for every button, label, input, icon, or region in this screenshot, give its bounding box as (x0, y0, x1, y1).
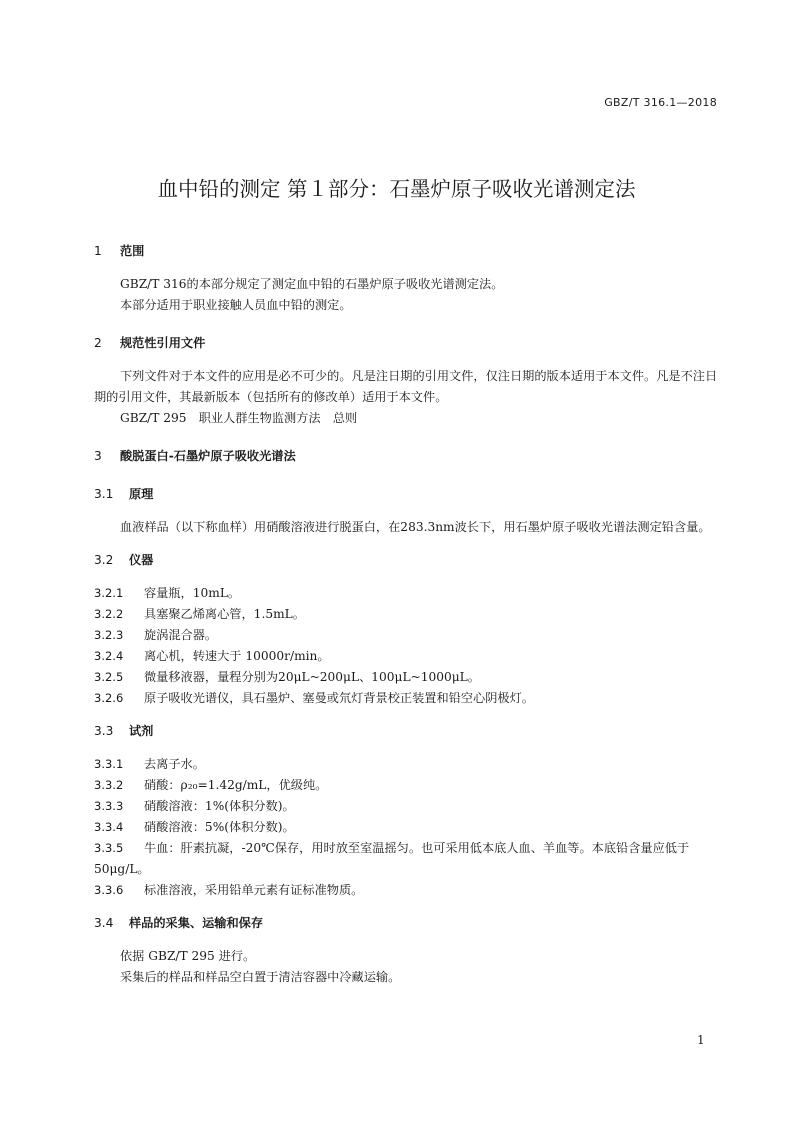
item-text: 牛血：肝素抗凝，-20℃保存，用时放至室温摇匀。也可采用低本底人血、羊血等。本底铅含量应低于 50μg/L。 (94, 841, 690, 876)
section-title: 原理 (129, 487, 154, 501)
references-paragraph: 下列文件对于本文件的应用是必不可少的。凡是注日期的引用文件，仅注日期的版本适用于本文件。凡是不注日期的引用文件，其最新版本（包括所有的修改单）适用于本文件。 (94, 369, 718, 404)
section-title: 酸脱蛋白-石墨炉原子吸收光谱法 (120, 449, 296, 463)
item-text: 旋涡混合器。 (144, 628, 218, 642)
section-title: 规范性引用文件 (120, 336, 206, 350)
list-item (94, 880, 722, 901)
section-number: 3 (94, 449, 102, 463)
scope-paragraph-1: GBZ/T 316的本部分规定了测定血中铅的石墨炉原子吸收光谱测定法。 (120, 277, 504, 291)
item-number: 3.3.2 (94, 778, 124, 792)
item-text: 硝酸溶液：1%(体积分数)。 (144, 799, 295, 813)
item-text: 硝酸溶液：5%(体积分数)。 (144, 820, 295, 834)
page-number: 1 (697, 1033, 705, 1047)
list-item (94, 775, 722, 796)
section-number: 3.3 (94, 724, 114, 738)
section-title: 试剂 (129, 724, 154, 738)
section-title: 范围 (120, 244, 145, 258)
section-3-1-heading (94, 484, 722, 505)
list-item (94, 583, 722, 604)
item-text: 原子吸收光谱仪，具石墨炉、塞曼或氘灯背景校正装置和铅空心阴极灯。 (144, 691, 534, 705)
section-2-heading (94, 333, 722, 354)
list-item (94, 754, 722, 775)
item-number: 3.3.6 (94, 883, 124, 897)
list-item (94, 817, 722, 838)
item-number: 3.2.2 (94, 607, 124, 621)
section-title: 样品的采集、运输和保存 (129, 916, 264, 930)
item-number: 3.3.1 (94, 757, 124, 771)
list-item (94, 688, 722, 709)
scope-paragraph-2: 本部分适用于职业接触人员血中铅的测定。 (120, 298, 352, 312)
item-text: 容量瓶，10mL。 (144, 586, 241, 600)
list-item (94, 796, 722, 817)
item-text: 硝酸：ρ₂₀=1.42g/mL，优级纯。 (144, 778, 328, 792)
section-3-heading (94, 446, 722, 467)
item-number: 3.2.4 (94, 649, 124, 663)
item-number: 3.2.6 (94, 691, 124, 705)
list-item (94, 667, 722, 688)
principle-paragraph: 血液样品（以下称血样）用硝酸溶液进行脱蛋白，在283.3nm波长下，用石墨炉原子吸收光谱法测定铅含量。 (120, 520, 711, 534)
section-title: 仪器 (129, 553, 154, 567)
item-number: 3.2.1 (94, 586, 124, 600)
section-1-heading (94, 241, 722, 262)
list-item (94, 604, 722, 625)
item-text: 标准溶液，采用铅单元素有证标准物质。 (144, 883, 364, 897)
list-item (94, 625, 722, 646)
section-3-2-heading (94, 550, 722, 571)
sampling-paragraph-2: 采集后的样品和样品空白置于清洁容器中冷藏运输。 (120, 970, 401, 984)
section-number: 3.4 (94, 916, 114, 930)
item-text: 具塞聚乙烯离心管，1.5mL。 (144, 607, 305, 621)
document-title: 血中铅的测定 第１部分：石墨炉原子吸收光谱测定法 (157, 177, 636, 201)
sampling-paragraph-1: 依据 GBZ/T 295 进行。 (120, 949, 256, 963)
item-number: 3.3.5 (94, 841, 124, 855)
item-number: 3.2.5 (94, 670, 124, 684)
document-body (94, 241, 722, 988)
section-3-3-heading (94, 721, 722, 742)
list-item (94, 646, 722, 667)
item-number: 3.3.4 (94, 820, 124, 834)
section-number: 3.2 (94, 553, 114, 567)
section-3-4-heading (94, 913, 722, 934)
section-number: 1 (94, 244, 102, 258)
section-number: 3.1 (94, 487, 114, 501)
item-number: 3.2.3 (94, 628, 124, 642)
list-item (94, 838, 722, 880)
item-number: 3.3.3 (94, 799, 124, 813)
item-text: 去离子水。 (144, 757, 205, 771)
item-text: 微量移液器，量程分别为20μL~200μL、100μL~1000μL。 (144, 670, 480, 684)
item-text: 离心机，转速大于 10000r/min。 (144, 649, 330, 663)
section-number: 2 (94, 336, 102, 350)
reference-entry: GBZ/T 295 职业人群生物监测方法 总则 (120, 411, 358, 425)
standard-code: GBZ/T 316.1—2018 (604, 96, 717, 109)
